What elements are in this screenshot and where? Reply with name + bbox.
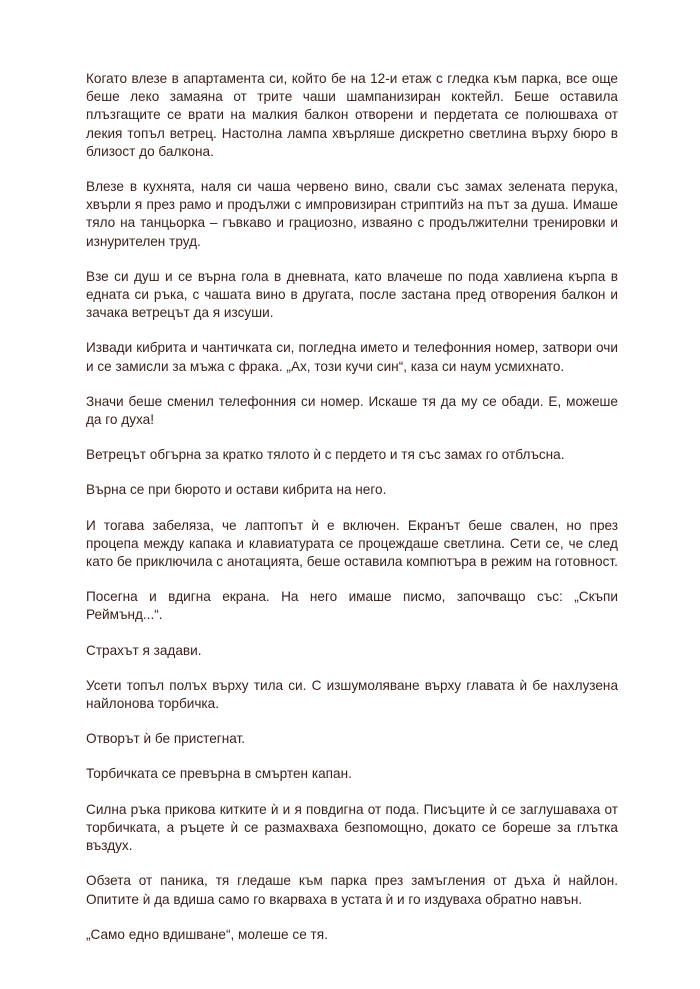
paragraph-12: Отворът ѝ бе пристегнат. [86,731,245,747]
paragraph-11: Усети топъл полъх върху тила си. С изшумоляване върху главата ѝ бе нахлузена найлонова торбичка. [86,677,618,712]
paragraph-9: Посегна и вдигна екрана. На него имаше писмо, започващо със: „Скъпи Реймънд...“. [86,589,618,623]
paragraph-15: Обзета от паника, тя гледаше към парка през замъгления от дъха ѝ найлон. Опитите ѝ да вдиша само го вкарваха в устата ѝ и го издуваха обратно навън. [86,873,618,907]
paragraph-10: Страхът я задави. [86,642,202,658]
paragraph-6: Ветрецът обгърна за кратко тялото ѝ с пердето и тя със замах го отблъсна. [86,447,565,463]
paragraph-13: Торбичката се превърна в смъртен капан. [86,766,352,782]
paragraph-4: Извади кибрита и чантичката си, погледна името и телефонния номер, затвори очи и се замисли за мъжа с фрака. „Ах, този кучи син“, каза си наум усмихнато. [86,340,618,374]
document-page [86,70,618,961]
paragraph-8: И тогава забеляза, че лаптопът ѝ е включен. Екранът беше свален, но през процепа между капака и клавиатурата се процеждаше светлина. Сети се, че след като бе приключила с анотацията, беше оставила компютъра в режим на готовност. [86,517,618,570]
paragraph-16: „Само едно вдишване“, молеше се тя. [86,926,328,942]
paragraph-14: Силна ръка прикова китките ѝ и я повдигна от пода. Писъците ѝ се заглушаваха от торбичката, а ръцете ѝ се размахваха безпомощно, докато се бореше за глътка въздух. [86,801,618,854]
paragraph-7: Върна се при бюрото и остави кибрита на него. [86,482,387,498]
paragraph-1: Когато влезе в апартамента си, който бе на 12-и етаж с гледка към парка, все още беше леко замаяна от трите чаши шампанизиран коктейл. Беше оставила плъзгащите се врати на малкия балкон отворени и пердетата се полюшваха от лекия топъл ветрец. Настолна лампа хвърляше дискретно светлина върху бюро в близост до балкона. [86,71,618,159]
paragraph-3: Взе си душ и се върна гола в дневната, като влачеше по пода хавлиена кърпа в едната си ръка, с чашата вино в другата, после застана пред отворения балкон и зачака ветрецът да я изсуши. [86,268,618,321]
paragraph-5: Значи беше сменил телефонния си номер. Искаше тя да му се обади. Е, можеше да го духа! [86,393,618,428]
paragraph-2: Влезе в кухнята, наля си чаша червено вино, свали със замах зелената перука, хвърли я през рамо и продължи с импровизиран стриптийз на път за душа. Имаше тяло на танцьорка – гъвкаво и грациозно, изваяно с продължителни тренировки и изнурителен труд. [86,179,618,249]
